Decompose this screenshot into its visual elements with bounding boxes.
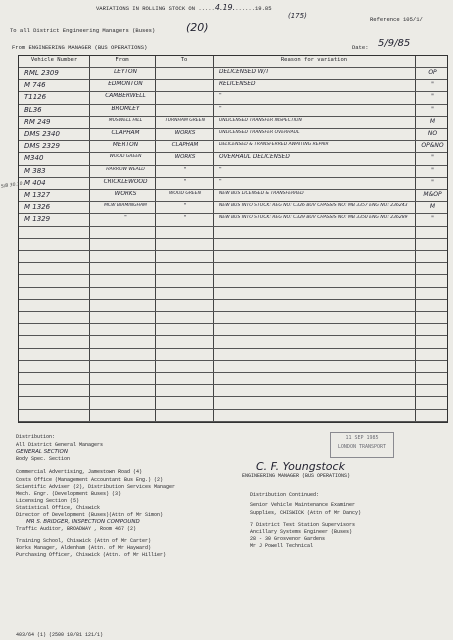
cell-from: MERTON [112,142,139,149]
cell-from: MUSWELL HILL [108,117,143,123]
cell-from: CRICKLEWOOD [103,178,148,185]
row-rule [19,226,447,227]
distribution-continued-item: Supplies, CHISWICK (Attn of Mr Dancy) [250,510,362,516]
cell-code: M [429,117,436,125]
cell-to: " [183,215,187,222]
variations-table [18,55,448,423]
from-line: From ENGINEERING MANAGER (BUS OPERATIONS) [12,44,148,51]
reference: Reference 105/1/ [370,16,423,23]
row-rule [19,274,447,275]
cell-vehicle: M 383 [24,166,46,175]
column-header-vehicle: Vehicle Number [30,57,78,63]
distribution-item: All District General Managers [16,442,104,448]
cell-to [157,93,213,103]
distribution-item: Director of Development (Buses)(Attn of Mr Simon) [16,512,164,518]
margin-note: S/B 30.10. [0,181,25,190]
to-line: To all District Engineering Managers (Buses) [10,27,156,34]
cell-to: WOOD GREEN [168,191,202,196]
cell-vehicle: M 1326 [24,203,51,212]
cell-code: OP [428,69,437,76]
distribution-item: MR S. BRIDGER, INSPECTION COMPOUND [26,519,140,525]
cell-code: " [431,178,434,186]
row-rule [19,384,447,385]
distribution-continued-item: Mr J Powell Technical [250,543,314,549]
cell-reason: " [219,166,222,173]
title-count-handwritten: (175) [288,12,307,20]
distribution-continued-item: 7 District Test Station Supervisors [250,522,356,528]
row-rule [19,104,447,105]
row-rule [19,152,447,153]
row-rule [19,238,447,239]
cell-vehicle: DMS 2340 [24,130,60,138]
distribution-heading: Distribution: [16,434,56,440]
cell-vehicle: M 404 [24,178,46,187]
distribution-item: Mech. Engr. (Development Buses) (3) [16,491,122,497]
cell-reason: " [219,105,222,112]
cell-code: M&OP [423,191,442,198]
cell-reason: " [219,93,222,100]
cell-code: " [431,105,434,113]
footer-code: 403/64 (1) (2500 10/81 121/1) [16,632,104,638]
distribution-continued-item: Senior Vehicle Maintenance Examiner [250,502,356,508]
cell-code: NO [427,130,438,137]
distribution-item: Training School, Chiswick (Attn of Mr Carter) [16,538,152,544]
cell-from: LEYTON [114,69,137,75]
cell-to: TURNHAM GREEN [165,117,205,123]
cell-vehicle: DMS 2329 [24,142,60,151]
distribution-item: Purchasing Officer, Chiswick (Attn. of Mr Hillier) [16,552,167,558]
date-label: Date: [352,44,369,51]
distribution-item: GENERAL SECTION [16,449,68,455]
title-date-handwritten: 4.19. [214,3,236,12]
cell-to: CLAPHAM [171,142,199,149]
stamp-text: LONDON TRANSPORT [337,444,387,450]
title-suffix: ......19.85 [235,5,272,12]
cell-vehicle: M 1329 [24,215,51,224]
cell-code: " [431,93,434,101]
distribution-continued-item: 28 - 30 Grosvenor Gardens [250,536,326,542]
row-rule [19,409,447,410]
row-rule [19,335,447,336]
cell-from: BROMLEY [111,105,140,112]
distribution-item: Commercial Advertising, Jamestown Road (4) [16,469,143,475]
cell-to [157,106,213,116]
cell-vehicle: M 746 [24,81,46,90]
cell-code: OP&NO [421,142,444,150]
row-rule [19,396,447,397]
cell-from: EDMONTON [108,81,143,88]
row-rule [19,287,447,288]
cell-code: " [431,154,434,162]
stamp-date: 11 SEP 1985 [345,435,379,441]
row-rule [19,250,447,251]
cell-from: WORKS [114,191,137,197]
cell-code: " [431,215,434,223]
date-handwritten: 5/9/85 [378,38,411,49]
cell-from: HARROW WEALD [106,166,145,172]
row-rule [19,348,447,349]
cell-to: " [183,166,187,173]
row-rule [19,421,447,422]
cell-vehicle: RM 249 [24,117,51,126]
form-title [96,3,272,12]
distribution-continued-item: Ancillary Systems Engineer (Buses) [250,529,353,535]
cell-code: " [431,166,434,174]
cell-vehicle: M340 [24,154,44,163]
row-rule [19,79,447,80]
distribution-item: Traffic Auditor, BROADWAY , Room 467 (2) [16,526,137,532]
received-stamp [330,432,394,458]
cell-reason: RELICENSED [219,81,256,88]
row-rule [19,165,447,166]
row-rule [19,360,447,361]
cell-to: WORKS [174,154,196,161]
row-rule [19,213,447,214]
to-count-handwritten: (20) [186,21,209,34]
signature: C. F. Youngstock [256,460,345,473]
cell-from: CAMBERWELL [105,93,146,100]
cell-to [157,81,213,91]
row-rule [19,91,447,92]
cell-from: " [124,215,127,222]
cell-to: WORKS [174,130,196,136]
cell-reason: UNLICENSED TRANSFER INSPECTION [219,117,302,123]
cell-reason: NEW BUS INTO STOCK: REG NO: C329 BUV CHASSIS NO: MB 3350 ENG NO: 236289 [219,215,408,221]
cell-from: CLAPHAM [111,130,140,136]
cell-vehicle: T1126 [24,93,47,102]
row-rule [19,128,447,129]
row-rule [19,323,447,324]
distribution-item: Body Spec. Section [16,456,71,462]
row-rule [19,116,447,117]
cell-reason: DELICENSED W/T [219,69,269,75]
row-rule [19,177,447,178]
row-rule [19,299,447,300]
cell-vehicle: RML 2309 [24,69,59,77]
column-header-to: To [180,57,188,63]
cell-reason: NEW BUS INTO STOCK: REG NO: C326 BUV CHASSIS NO: MB 3357 ENG NO: 236243 [219,203,408,209]
distribution-item: Statistical Office, Chiswick [16,505,101,511]
row-rule [19,189,447,190]
cell-reason: " [219,178,222,185]
row-rule [19,372,447,373]
cell-from: WOOD GREEN [109,154,142,160]
distribution-item: Licensing Section (5) [16,498,80,504]
cell-from: MCW BIRMINGHAM [104,203,147,209]
cell-code: " [431,81,434,89]
cell-reason: UNLICENSED TRANSFER OVERHAUL [219,130,300,135]
title-prefix: VARIATIONS IN ROLLING STOCK ON ..... [96,5,215,12]
row-rule [19,67,447,68]
row-rule [19,311,447,312]
cell-code: M [429,203,436,211]
cell-reason: DELICENSED & TRANSFERRED AWAITING REPAIR [219,142,329,148]
column-header-reason: Reason for variation [280,57,348,63]
row-rule [19,262,447,263]
column-header-from: From [115,57,129,63]
cell-reason: NEW BUS LICENSED & TRANSFERRED [219,191,304,196]
cell-to: " [183,178,187,185]
distribution-item: Works Manager, Aldenham (Attn. of Mr Hayward) [16,545,152,551]
signature-title: ENGINEERING MANAGER (BUS OPERATIONS) [242,473,351,479]
row-rule [19,140,447,141]
cell-to: " [183,203,187,210]
cell-to [157,69,213,79]
distribution-item: Costs Office (Management Accountant Bus Eng.) (2) [16,477,164,483]
row-rule [19,201,447,202]
distribution-item: Scientific Adviser (2), Distribution Services Manager [16,484,176,490]
distribution-continued-heading: Distribution Continued: [250,492,320,498]
cell-vehicle: BL36 [24,105,42,114]
cell-vehicle: M 1327 [24,191,51,199]
cell-reason: OVERHAUL DELICENSED [219,154,290,161]
